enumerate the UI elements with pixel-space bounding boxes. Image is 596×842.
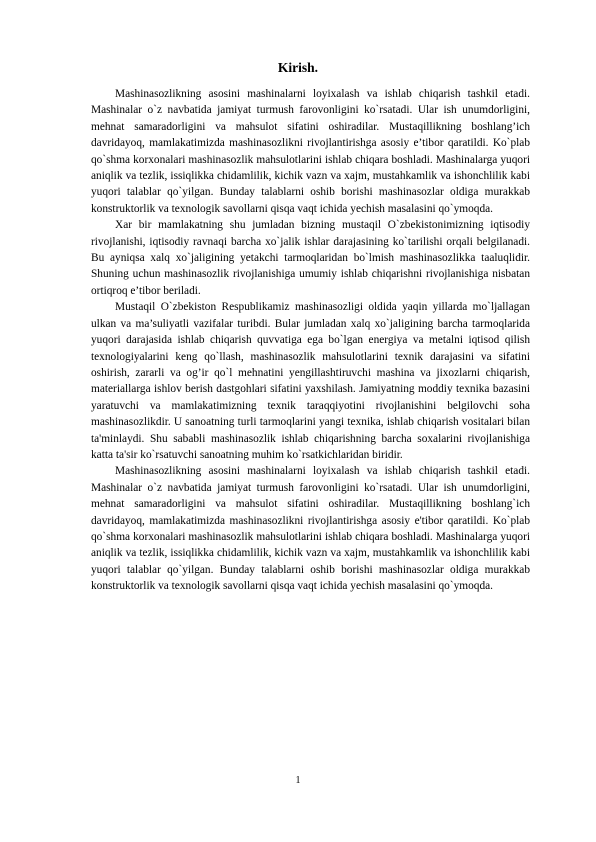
document-body: [91, 86, 530, 595]
paragraph: [91, 217, 530, 299]
page-title: Kirish.: [277, 60, 319, 75]
paragraph-text: Mashinasozlikning asosini mashinalarni loyixalash va ishlab chiqarish tashkil etadi. Mashinalar o`z navbatida jamiyat turmush farovonligini ko`rsatadi. Ular ish unumdorligini, mehnat samaradorligini va mahsulot sifatini oshiradilar. Mustaqillikning boshlang`ich davridayoq, mamlakatimizda mashinasozlikni rivojlantirishga asosiy e'tibor qaratildi. Ko`plab qo`shma korxonalari mashinasozlik mahsulotlarini ishlab chiqara boshladi. Mashinalarga yuqori aniqlik va tezlik, issiqlikka chidamlilik, kichik vazn va xajm, mustahkamlik va ishonchlilik kabi yuqori talablar qo`yilgan. Bunday talablarni oshib borishi mashinasozlar oldiga murakkab konstruktorlik va texnologik savollarni qisqa vaqt ichida yechish masalasini qo`ymoqda.: [91, 465, 530, 593]
paragraph: [91, 463, 530, 594]
paragraph: [91, 86, 530, 217]
paragraph-text: Xar bir mamlakatning shu jumladan bizning mustaqil O`zbekistonimizning iqtisodiy rivojlanishi, iqtisodiy ravnaqi barcha xo`jalik ishlar darajasining ko`tarilishi orqali belgilanadi. Bu ayniqsa xalq xo`jaligining yetakchi tarmoqlaridan bo`lmish mashinasozlikka taaluqlidir. Shuning uchun mashinasozlik rivojlanishiga umumiy ishlab chiqarishni rivojlanishiga nisbatan ortiqroq e’tibor beriladi.: [91, 219, 530, 297]
page-number: 1: [295, 775, 301, 786]
paragraph: [91, 299, 530, 463]
paragraph-text: Mustaqil O`zbekiston Respublikamiz mashinasozligi oldida yaqin yillarda mo`ljallagan ulkan va ma’suliyatli vazifalar turibdi. Bular jumladan xalq xo`jaligining barcha tarmoqlarida yuqori darajasida ishlab chiqarish quvvatiga ega bo`lgan energiya va metalni iqtisod qilish texnologiyalarini keng qo`llash, mashinasozlik mahsulotlarini texnik darajasini va sifatini oshirish, zararli va og’ir qo`l mehnatini yengillashtiruvchi mashina va jixozlarni chiqarish, materiallarga ishlov berish dastgohlari sifatini yaxshilash. Jamiyatning moddiy texnika bazasini yaratuvchi va mamlakatimizning texnik taraqqiyotini rivojlanishini belgilovchi soha mashinasozlikdir. U sanoatning turli tarmoqlarini yangi texnika, ishlab chiqarish vositalari bilan ta'minlaydi. Shu sababli mashinasozlik ishlab chiqarishning barcha soxalarini rivojlanishiga katta ta'sir ko`rsatuvchi sanoatning muhim ko`rsatkichlaridan biridir.: [91, 301, 530, 461]
paragraph-text: Mashinasozlikning asosini mashinalarni loyixalash va ishlab chiqarish tashkil etadi. Mashinalar o`z navbatida jamiyat turmush farovonligini ko`rsatadi. Ular ish unumdorligini, mehnat samaradorligini va mahsulot sifatini oshiradilar. Mustaqillikning boshlang’ich davridayoq, mamlakatimizda mashinasozlikni rivojlantirishga asosiy e’tibor qaratildi. Ko`plab qo`shma korxonalari mashinasozlik mahsulotlarini ishlab chiqara boshladi. Mashinalarga yuqori aniqlik va tezlik, issiqlikka chidamlilik, kichik vazn va xajm, mustahkamlik va ishonchlilik kabi yuqori talablar qo`yilgan. Bunday talablarni oshib borishi mashinasozlar oldiga murakkab konstruktorlik va texnologik savollarni qisqa vaqt ichida yechish masalasini qo`ymoqda.: [91, 88, 530, 215]
